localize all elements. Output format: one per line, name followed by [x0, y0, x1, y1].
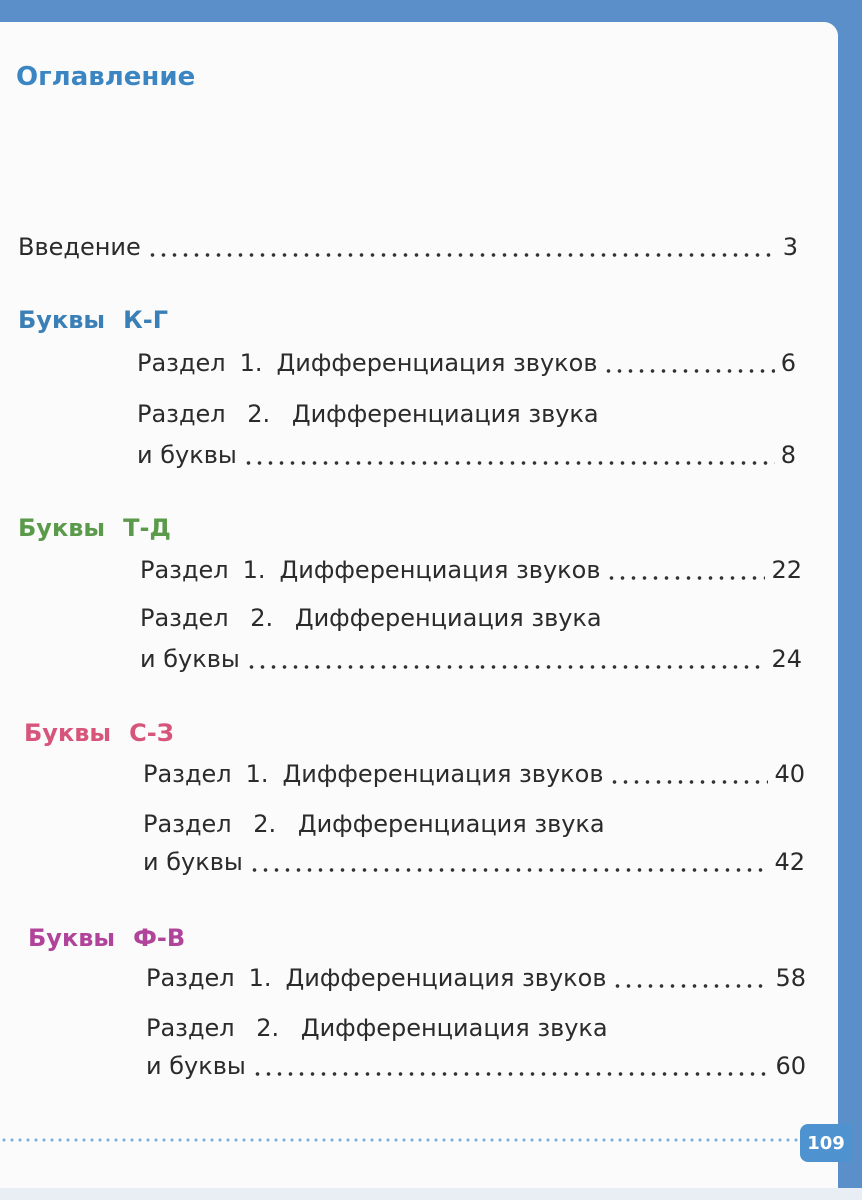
entry-title: Дифференциация звуков	[282, 760, 604, 788]
entry-title: Дифференциация звука	[300, 1014, 608, 1042]
entry-cont: и буквы	[137, 441, 237, 469]
page-number: 60	[775, 1052, 806, 1080]
toc-entry-cont[interactable]	[140, 645, 802, 673]
toc-entry-title-line[interactable]	[140, 604, 602, 632]
page-number: 3	[782, 233, 798, 261]
toc-entry-intro[interactable]	[18, 233, 798, 261]
entry-part: Раздел	[143, 760, 232, 788]
entry-title: Дифференциация звука	[294, 604, 602, 632]
page-number: 8	[780, 441, 796, 469]
entry-num: 1.	[242, 556, 266, 584]
entry-part: Раздел	[140, 556, 229, 584]
entry-part: Раздел	[146, 1014, 235, 1042]
dot-leader	[612, 969, 769, 989]
dot-leader	[252, 1057, 770, 1077]
page-number: 6	[780, 349, 796, 377]
toc-entry-title-line[interactable]	[143, 810, 605, 838]
page-edge	[0, 1188, 862, 1200]
footer-dotted-line	[0, 1137, 800, 1143]
dot-leader	[249, 853, 769, 873]
section-letters: Ф-В	[133, 924, 186, 952]
section-letters: К-Г	[123, 306, 168, 334]
section-word: Буквы	[18, 514, 106, 542]
entry-num: 2.	[250, 604, 274, 632]
toc-entry[interactable]	[140, 556, 802, 584]
section-heading-kg	[18, 306, 168, 334]
entry-title: Дифференциация звука	[291, 400, 599, 428]
entry-title: Дифференциация звуков	[276, 349, 598, 377]
dot-leader	[243, 446, 775, 466]
entry-part: Раздел	[140, 604, 229, 632]
section-letters: С-З	[129, 719, 174, 747]
dot-leader	[246, 650, 766, 670]
toc-entry-cont[interactable]	[137, 441, 796, 469]
toc-entry-title-line[interactable]	[146, 1014, 608, 1042]
entry-title: Дифференциация звуков	[279, 556, 601, 584]
entry-num: 2.	[247, 400, 271, 428]
section-heading-td	[18, 514, 171, 542]
section-word: Буквы	[24, 719, 112, 747]
entry-cont: и буквы	[140, 645, 240, 673]
entry-part: Раздел	[137, 349, 226, 377]
entry-title: Дифференциация звуков	[285, 964, 607, 992]
entry-cont: и буквы	[143, 848, 243, 876]
entry-cont: и буквы	[146, 1052, 246, 1080]
entry-part: Раздел	[143, 810, 232, 838]
entry-part: Раздел	[137, 400, 226, 428]
section-letters: Т-Д	[123, 514, 171, 542]
dot-leader	[606, 561, 765, 581]
page-number: 40	[774, 760, 805, 788]
section-word: Буквы	[28, 924, 116, 952]
page-number: 24	[771, 645, 802, 673]
toc-title: Оглавление	[16, 62, 196, 92]
page-number: 42	[774, 848, 805, 876]
section-word: Буквы	[18, 306, 106, 334]
entry-num: 1.	[239, 349, 263, 377]
toc-entry[interactable]	[143, 760, 805, 788]
dot-leader	[609, 765, 768, 785]
entry-num: 1.	[245, 760, 269, 788]
page-number-badge: 109	[800, 1124, 852, 1162]
dot-leader	[147, 238, 777, 258]
entry-label: Введение	[18, 233, 141, 261]
section-heading-sz	[24, 719, 174, 747]
entry-num: 2.	[253, 810, 277, 838]
entry-title: Дифференциация звука	[297, 810, 605, 838]
page-number: 58	[775, 964, 806, 992]
entry-part: Раздел	[146, 964, 235, 992]
entry-num: 2.	[256, 1014, 280, 1042]
toc-entry[interactable]	[146, 964, 806, 992]
dot-leader	[603, 354, 774, 374]
toc-entry-cont[interactable]	[146, 1052, 806, 1080]
page-number: 22	[771, 556, 802, 584]
toc-entry-cont[interactable]	[143, 848, 805, 876]
section-heading-fv	[28, 924, 185, 952]
entry-num: 1.	[248, 964, 272, 992]
toc-entry-title-line[interactable]	[137, 400, 599, 428]
toc-entry[interactable]	[137, 349, 796, 377]
